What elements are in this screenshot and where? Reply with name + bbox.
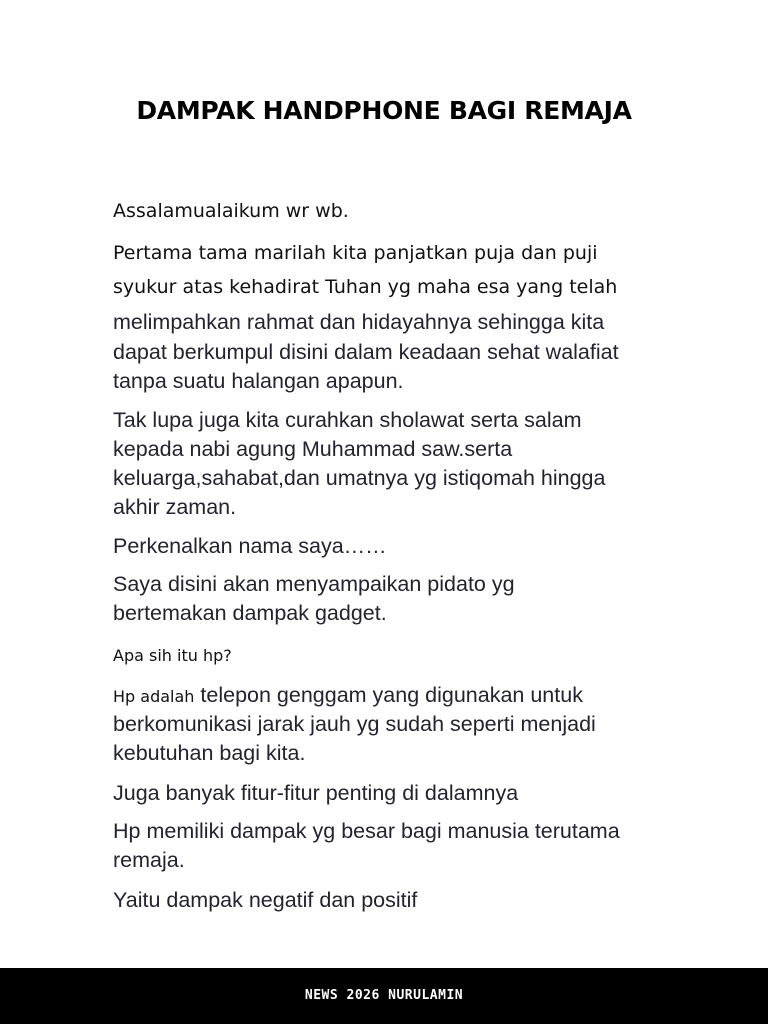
paragraph-1-line: dapat berkumpul disini dalam keadaan sehat walafiat [113, 340, 619, 364]
paragraph-4-line: kebutuhan bagi kita. [113, 741, 306, 765]
paragraph-1-line: syukur atas kehadirat Tuhan yg maha esa yang telah [113, 276, 618, 298]
paragraph-4-lead: Hp adalah [113, 687, 195, 706]
greeting: Assalamualaikum wr wb. [113, 200, 349, 222]
paragraph-7: Yaitu dampak negatif dan positif [113, 888, 418, 912]
paragraph-2-line: akhir zaman. [113, 495, 237, 519]
paragraph-4-line1-rest: telepon genggam yang digunakan untuk [194, 683, 583, 707]
paragraph-1-line: melimpahkan rahmat dan hidayahnya sehingga kita [113, 310, 605, 334]
paragraph-2-line: Tak lupa juga kita curahkan sholawat serta salam [113, 408, 582, 432]
intro-line: Perkenalkan nama saya…… [113, 534, 387, 558]
paragraph-6-line: Hp memiliki dampak yg besar bagi manusia terutama [113, 819, 620, 843]
footer-bar [0, 968, 768, 1024]
paragraph-2-line: keluarga,sahabat,dan umatnya yg istiqomah hingga [113, 466, 606, 490]
paragraph-4-line [113, 682, 583, 710]
paragraph-3-line: Saya disini akan menyampaikan pidato yg [113, 572, 515, 596]
document-title: DAMPAK HANDPHONE BAGI REMAJA [136, 96, 632, 125]
paragraph-2-line: kepada nabi agung Muhammad saw.serta [113, 437, 513, 461]
paragraph-1-line: tanpa suatu halangan apapun. [113, 369, 404, 393]
paragraph-5: Juga banyak fitur-fitur penting di dalamnya [113, 781, 519, 805]
paragraph-1-line: Pertama tama marilah kita panjatkan puja dan puji [113, 242, 598, 264]
paragraph-3-line: bertemakan dampak gadget. [113, 601, 387, 625]
footer-watermark: NEWS 2026 NURULAMIN [304, 988, 464, 1003]
question-heading: Apa sih itu hp? [113, 646, 232, 665]
paragraph-6-line: remaja. [113, 848, 185, 872]
paragraph-4-line: berkomunikasi jarak jauh yg sudah seperti menjadi [113, 712, 596, 736]
